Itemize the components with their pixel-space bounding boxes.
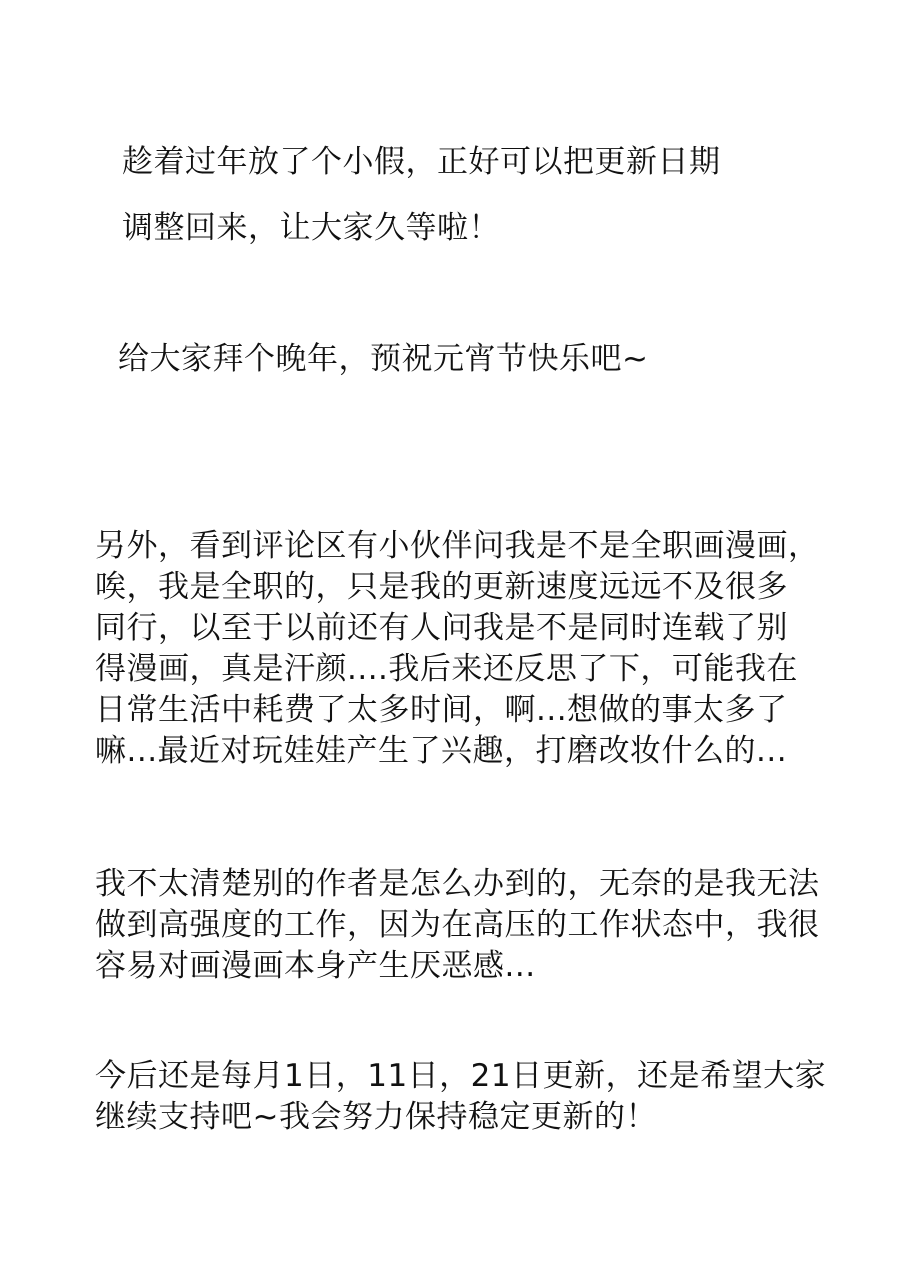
text-line: 日常生活中耗费了太多时间，啊...想做的事太多了 bbox=[95, 692, 788, 728]
text-line: 唉，我是全职的，只是我的更新速度远远不及很多 bbox=[95, 569, 788, 605]
text-line: 我不太清楚别的作者是怎么办到的，无奈的是我无法 bbox=[95, 866, 820, 902]
text-line: 给大家拜个晚年，预祝元宵节快乐吧~ bbox=[118, 341, 649, 377]
text-line: 嘛...最近对玩娃娃产生了兴趣，打磨改妆什么的... bbox=[95, 733, 788, 769]
text-line: 另外，看到评论区有小伙伴问我是不是全职画漫画， bbox=[95, 528, 820, 564]
text-line: 得漫画，真是汗颜....我后来还反思了下，可能我在 bbox=[95, 651, 798, 687]
text-line: 今后还是每月1日，11日，21日更新，还是希望大家 bbox=[95, 1058, 827, 1094]
text-line: 调整回来，让大家久等啦！ bbox=[122, 210, 500, 246]
text-line: 容易对画漫画本身产生厌恶感... bbox=[95, 948, 536, 984]
text-line: 趁着过年放了个小假，正好可以把更新日期 bbox=[122, 144, 721, 180]
text-line: 做到高强度的工作，因为在高压的工作状态中，我很 bbox=[95, 907, 820, 943]
text-line: 同行，以至于以前还有人问我是不是同时连载了别 bbox=[95, 610, 788, 646]
text-line: 继续支持吧~我会努力保持稳定更新的！ bbox=[95, 1099, 657, 1135]
